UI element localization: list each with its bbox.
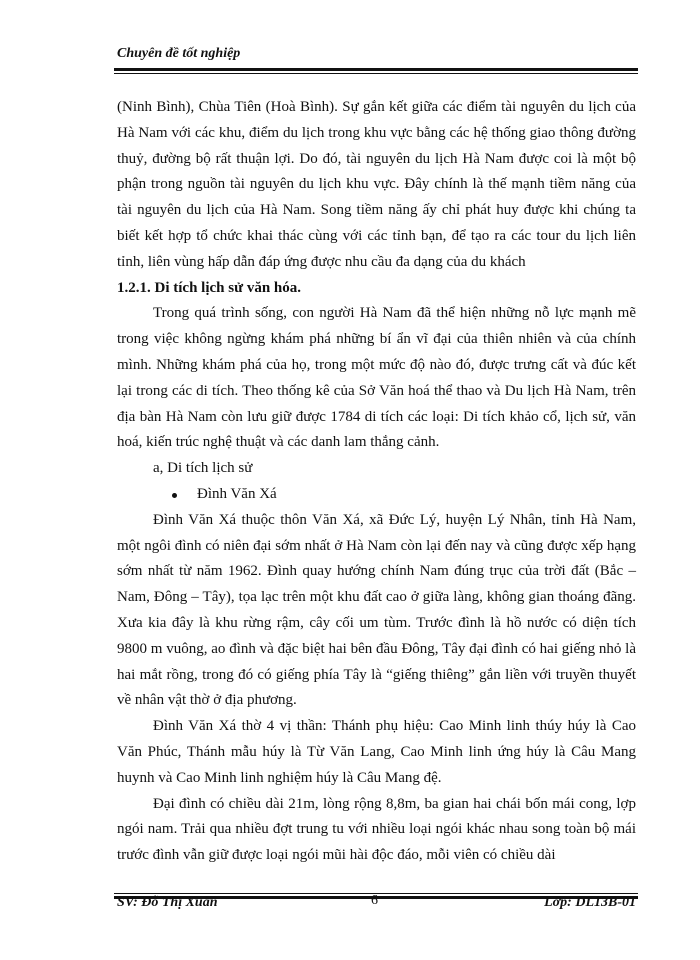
bullet-icon <box>172 493 177 498</box>
page-header-title: Chuyên đề tốt nghiệp <box>117 46 241 61</box>
footer-student: SV: Đỗ Thị Xuân <box>117 895 218 910</box>
paragraph-overview: Trong quá trình sống, con người Hà Nam đã thể hiện những nỗ lực mạnh mẽ trong việc không ngừng khám phá những bí ẩn vĩ đại của thiên nhiên và của chính mình. Những khám phá của họ, trong một mức độ nào đó, được trưng cất và đúc kết lại trong các di tích. Theo thống kê của Sở Văn hoá thể thao và Du lịch Hà Nam, trên địa bàn Hà Nam còn lưu giữ được 1784 di tích các loại: Di tích khảo cổ, lịch sử, văn hoá, kiến trúc nghệ thuật và các danh lam thắng cảnh. <box>117 305 636 451</box>
paragraph-intro: (Ninh Bình), Chùa Tiên (Hoà Bình). Sự gắn kết giữa các điểm tài nguyên du lịch của Hà Nam với các khu, điểm du lịch trong khu vực bằng các hệ thống giao thông đường thuỷ, đường bộ rất thuận lợi. Do đó, tài nguyên du lịch Hà Nam được coi là một bộ phận trong nguồn tài nguyên du lịch khu vực. Đây chính là thế mạnh tiềm năng của tài nguyên du lịch của Hà Nam. Song tiềm năng ấy chỉ phát huy được khi chúng ta biết kết hợp tổ chức khai thác cùng với các tỉnh bạn, để tạo ra các tour du lịch liên tỉnh, liên vùng hấp dẫn đáp ứng được nhu cầu đa dạng của du khách <box>117 99 636 270</box>
document-body <box>117 95 636 869</box>
page-number: 6 <box>371 893 378 908</box>
paragraph-deities: Đình Văn Xá thờ 4 vị thần: Thánh phụ hiệu: Cao Minh linh thúy húy là Cao Văn Phúc, Thánh mẫu húy là Từ Văn Lang, Cao Minh linh ứng húy là Câu Mang huynh và Cao Minh linh nghiệm húy là Câu Mang đệ. <box>117 718 636 786</box>
paragraph-architecture: Đại đình có chiều dài 21m, lòng rộng 8,8m, ba gian hai chái bốn mái cong, lợp ngói nam. Trải qua nhiều đợt trung tu với nhiều loại ngói khác nhau song toàn bộ mái trước đình vẫn giữ được loại ngói mũi hài độc đáo, mỗi viên có chiều dài <box>117 795 636 864</box>
section-heading: 1.2.1. Di tích lịch sử văn hóa. <box>117 279 302 296</box>
subheading-historical: a, Di tích lịch sử <box>153 460 253 477</box>
header-rule-thin <box>114 73 638 74</box>
paragraph-van-xa: Đình Văn Xá thuộc thôn Văn Xá, xã Đức Lý, huyện Lý Nhân, tỉnh Hà Nam, một ngôi đình có niên đại sớm nhất ở Hà Nam còn lại đến nay và cũng được xếp hạng sớm nhất từ năm 1962. Đình quay hướng chính Nam đúng trục của trời đất (Bắc – Nam, Đông – Tây), tọa lạc trên một khu đất cao ở giữa làng, không gian thoáng đãng. Xưa kia đây là khu rừng rậm, cây cối um tùm. Trước đình là hồ nước có diện tích 9800 m vuông, ao đình và đặc biệt hai bên đầu Đông, Tây đại đình có hai giếng nhỏ là hai mắt rồng, trong đó có giếng phía Tây là “giếng thiêng” gắn liền với truyền thuyết về nhân vật thờ ở địa phương. <box>117 511 636 709</box>
header-rule-thick <box>114 68 638 71</box>
bullet-label: Đình Văn Xá <box>197 485 277 502</box>
footer-class: Lớp: DL13B-01 <box>544 895 636 910</box>
bullet-item <box>117 482 636 508</box>
